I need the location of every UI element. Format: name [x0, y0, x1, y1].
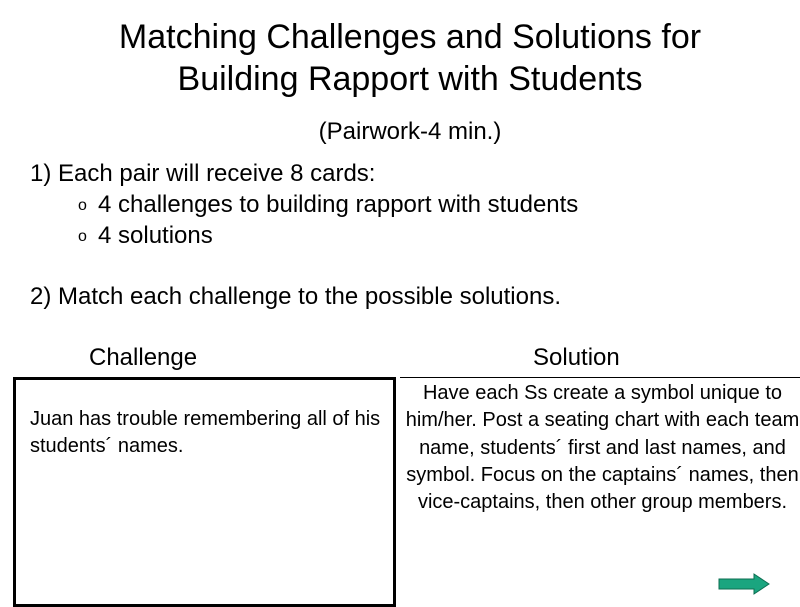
solution-text: Have each Ss create a symbol unique to him/her. Post a seating chart with each team name, students´ first and last names, and symbol. Focus on the captains´ names, then vice-captains, then other group members.: [405, 382, 800, 514]
next-arrow-icon[interactable]: [718, 573, 770, 595]
bullet-item-2: 4 solutions: [98, 222, 213, 249]
step-1: 1) Each pair will receive 8 cards:: [30, 160, 376, 187]
slide-title: [0, 16, 800, 100]
solution-header: Solution: [533, 344, 620, 371]
subtitle: (Pairwork-4 min.): [318, 118, 502, 145]
bullet-item-1: 4 challenges to building rapport with students: [98, 191, 579, 218]
bullet-icon: o: [78, 228, 87, 245]
challenge-text: Juan has trouble remembering all of his students´ names.: [30, 408, 381, 457]
step-2: 2) Match each challenge to the possible solutions.: [30, 283, 561, 310]
title-line-1: Matching Challenges and Solutions for: [118, 18, 702, 56]
challenge-header: Challenge: [89, 344, 198, 371]
divider: [400, 377, 800, 378]
bullet-icon: o: [78, 197, 87, 214]
title-line-2: Building Rapport with Students: [177, 60, 643, 98]
